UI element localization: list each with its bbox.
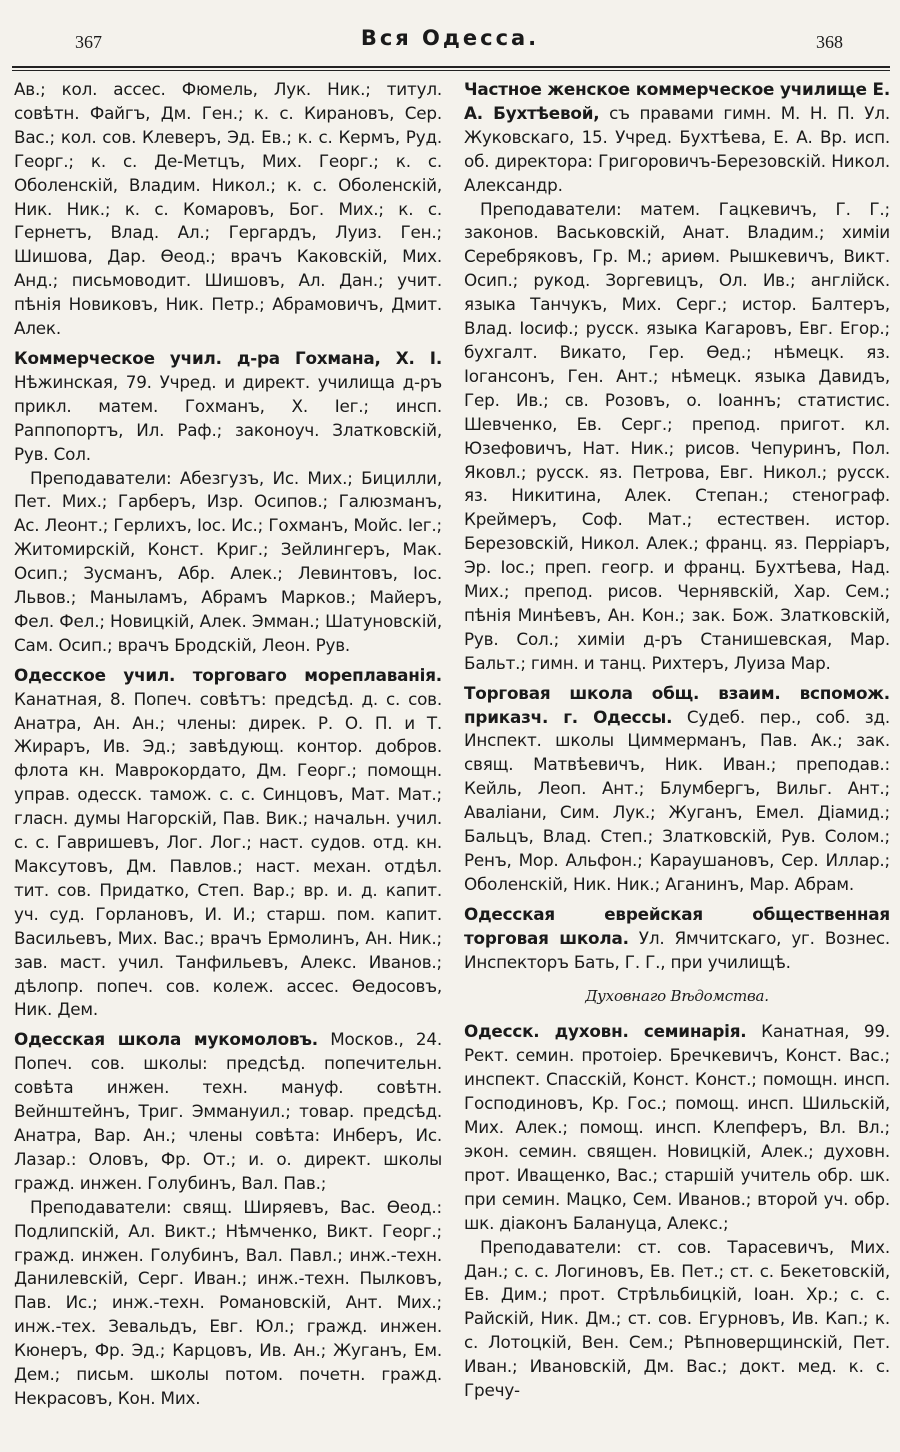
entry-text: Преподаватели: Абезгузъ, Ис. Мих.; Бицилли, Пет. Мих.; Гарберъ, Изр. Осипов.; Галюзманъ, Ас. Леонт.; Герлихъ, Іос. Ис.; Гохманъ, Мойс. Іег.; Житомирскій, Конст. Криг.; Зейлингеръ, Мак. Осип.; Зусманъ, Абр. Алек.; Левинтовъ, Іос. Львов.; Маныламъ, Абрамъ Марков.; Майеръ, Фел. Фел.; Новицкій, Алек. Эмман.; Шатуновскій, Сам. Осип.; врачъ Бродскій, Леон. Рув.	[14, 467, 442, 655]
directory-entry	[14, 347, 442, 467]
staff-list	[14, 467, 442, 658]
entry-heading: Одесск. духовн. семинарія.	[464, 1021, 747, 1042]
entry-text: Преподаватели: ст. сов. Тарасевичъ, Мих. Дан.; с. с. Логиновъ, Ев. Пет.; ст. с. Бекетовскій, Ев. Дим.; прот. Стрѣльбицкій, Іоан. Хр.; с. с. Райскій, Ник. Дм.; ст. сов. Егурновъ, Ив. Кап.; к. с. Лотоцкій, Вен. Сем.; Рѣпноверщинскій, Пет. Иван.; Ивановскій, Дм. Вас.; докт. мед. к. с. Гречу-	[464, 1236, 890, 1401]
entry-heading: Одесская еврейская общественная торговая школа.	[464, 903, 890, 948]
entry-heading: Одесская школа мукомоловъ.	[14, 1029, 318, 1050]
directory-entry	[464, 1020, 890, 1235]
directory-entry	[464, 682, 890, 897]
running-title: Вся Одесса.	[360, 26, 540, 50]
page-header	[0, 22, 900, 62]
page-number-right: 368	[816, 32, 843, 52]
right-column	[464, 76, 890, 1446]
directory-entry	[464, 903, 890, 975]
section-note: Духовнаго Вѣдомства.	[585, 986, 769, 1005]
entry-heading: Коммерческое учил. д-ра Гохмана, Х. І.	[14, 347, 442, 368]
entry-text: Преподаватели: свящ. Ширяевъ, Вас. Ѳеод.: Подлипскій, Ал. Викт.; Нѣмченко, Викт. Георг.; гражд. инжен. Голубинъ, Вал. Павл.; инж.-техн. Данилевскій, Серг. Иван.; инж.-техн. Пылковъ, Пав. Ис.; инж.-техн. Романовскій, Ант. Мих.; инж.-тех. Зевальдъ, Евг. Юл.; гражд. инжен. Кюнеръ, Фр. Эд.; Карцовъ, Ив. Ан.; Жуганъ, Ем. Дем.; письм. школы потом. почетн. гражд. Некрасовъ, Кон. Мих.	[14, 1196, 442, 1408]
staff-list	[14, 1196, 442, 1411]
entry-text: Канатная, 8. Попеч. совѣтъ: предсѣд. д. с. сов. Анатра, Ан. Ан.; члены: дирек. Р. О. П. и Т. Жираръ, Ив. Эд.; завѣдующ. контор. добров. флота кн. Маврокордато, Дм. Георг.; помощн. управ. одесск. тамож. с. с. Синцовъ, Мат. Мат.; гласн. думы Нагорскій, Пав. Вик.; начальн. учил. с. с. Гавришевъ, Лог. Лог.; наст. судов. отд. кн. Максутовъ, Дм. Павлов.; наст. механ. отдѣл. тит. сов. Придатко, Степ. Вар.; вр. и. д. капит. уч. суд. Горлановъ, И. И.; старш. пом. капит. Васильевъ, Мих. Вас.; врачъ Ермолинъ, Ан. Ник.; зав. маст. учил. Танфильевъ, Алекс. Иванов.; дѣлопр. попеч. сов. колеж. ассес. Ѳедосовъ, Ник. Дем.	[14, 688, 442, 1020]
entry-heading: Одесское учил. торговаго мореплаванія.	[14, 664, 442, 685]
entry-text: Нѣжинская, 79. Учред. и директ. училища д-ръ прикл. матем. Гохманъ, Х. Іег.; инсп. Раппопортъ, Ил. Раф.; законоуч. Златковскій, Рув. Сол.	[14, 371, 442, 464]
entry-text: Ав.; кол. ассес. Фюмель, Лук. Ник.; титул. совѣтн. Файгъ, Дм. Ген.; к. с. Кирановъ, Сер. Вас.; кол. сов. Клеверъ, Эд. Ев.; к. с. Кермъ, Руд. Георг.; к. с. Де-Метцъ, Мих. Георг.; к. с. Оболенскій, Владим. Никол.; к. с. Оболенскій, Ник. Ник.; к. с. Комаровъ, Бог. Мих.; к. с. Гернетъ, Влад. Ал.; Гергардъ, Луиз. Ген.; Шишова, Дар. Ѳеод.; врачъ Каковскій, Мих. Анд.; письмоводит. Шишовъ, Ал. Дан.; учит. пѣнія Новиковъ, Ник. Петр.; Абрамовичъ, Дмит. Алек.	[14, 79, 442, 339]
entry-text: съ правами гимн. М. Н. П. Ул. Жуковскаго, 15. Учред. Бухтѣева, Е. А. Вр. исп. об. директора: Григоровичъ-Березовскій. Никол. Александр.	[464, 102, 890, 195]
left-column	[14, 76, 442, 1446]
directory-entry	[14, 664, 442, 1023]
staff-list	[464, 198, 890, 676]
header-rule	[12, 66, 890, 68]
header-rule-thin	[12, 70, 890, 71]
entry-text: Судеб. пер., соб. зд. Инспект. школы Циммерманъ, Пав. Ак.; зак. свящ. Матвѣевичъ, Ник. Иван.; преподав.: Кейль, Леоп. Ант.; Блумбергъ, Вильг. Ант.; Аваліани, Сим. Лук.; Жуганъ, Емел. Діамид.; Бальцъ, Влад. Степ.; Златковскій, Рув. Солом.; Ренъ, Мор. Альфон.; Караушановъ, Сер. Иллар.; Оболенскій, Ник. Ник.; Аганинъ, Мар. Абрам.	[464, 706, 890, 894]
directory-entry	[464, 78, 890, 198]
staff-list	[464, 1236, 890, 1403]
entry-text: Ул. Ямчитскаго, уг. Вознес. Инспекторъ Бать, Г. Г., при училищѣ.	[464, 927, 890, 972]
entry-heading: Торговая школа общ. взаим. вспомож. приказч. г. Одессы.	[464, 682, 890, 727]
directory-entry	[14, 1028, 442, 1195]
entry-text: Преподаватели: матем. Гацкевичъ, Г. Г.; законов. Васьковскій, Анат. Владим.; химіи Серебряковъ, Гр. М.; ариѳм. Рышкевичъ, Викт. Осип.; рукод. Зоргевицъ, Ол. Ив.; англійск. языка Танчукъ, Мих. Серг.; истор. Балтеръ, Влад. Іосиф.; русск. языка Кагаровъ, Евг. Егор.; бухгалт. Викато, Гер. Ѳед.; нѣмецк. яз. Іогансонъ, Ген. Ант.; нѣмецк. языка Давидъ, Гер. Ив.; св. Розовъ, о. Іоаннъ; статистис. Шевченко, Ев. Серг.; препод. пригот. кл. Юзефовичъ, Нат. Ник.; рисов. Чепуринъ, Пол. Яковл.; русск. яз. Петрова, Евг. Никол.; русск. яз. Никитина, Алек. Степан.; стенограф. Креймеръ, Соф. Мат.; естествен. истор. Березовскій, Никол. Алек.; франц. яз. Перріаръ, Эр. Іос.; преп. геогр. и франц. Бухтѣева, Над. Мих.; препод. рисов. Чернявскій, Хар. Сем.; пѣнія Минѣевъ, Ан. Кон.; зак. Бож. Златковскій, Рув. Сол.; химіи д-ръ Станишевская, Мар. Бальт.; гимн. и танц. Рихтеръ, Луиза Мар.	[464, 198, 890, 673]
entry-text: Москов., 24. Попеч. сов. школы: предсѣд. попечительн. совѣта инжен. техн. мануф. совѣтн. Вейнштейнъ, Триг. Эммануил.; товар. предсѣд. Анатра, Вар. Ан.; члены совѣта: Инберъ, Ис. Лазар.: Оловъ, Фр. От.; и. о. директ. школы гражд. инжен. Голубинъ, Вал. Пав.;	[14, 1029, 442, 1193]
entry-continuation	[14, 78, 442, 341]
entry-heading: Частное женское коммерческое училище Е. А. Бухтѣевой,	[464, 79, 890, 123]
page-number-left: 367	[75, 32, 102, 52]
entry-text: Канатная, 99. Рект. семин. протоіер. Бречкевичъ, Конст. Вас.; инспект. Спасскій, Конст. Конст.; помощн. инсп. Господиновъ, Кр. Гос.; помощ. инсп. Шильскій, Мих. Алек.; помощ. инсп. Клепферъ, Вл. Вл.; экон. семин. священ. Новицкій, Алек.; духовн. прот. Иващенко, Вас.; старшій учитель обр. шк. при семин. Мацко, Сем. Иванов.; второй уч. обр. шк. діаконъ Балануца, Алекс.;	[464, 1021, 890, 1233]
